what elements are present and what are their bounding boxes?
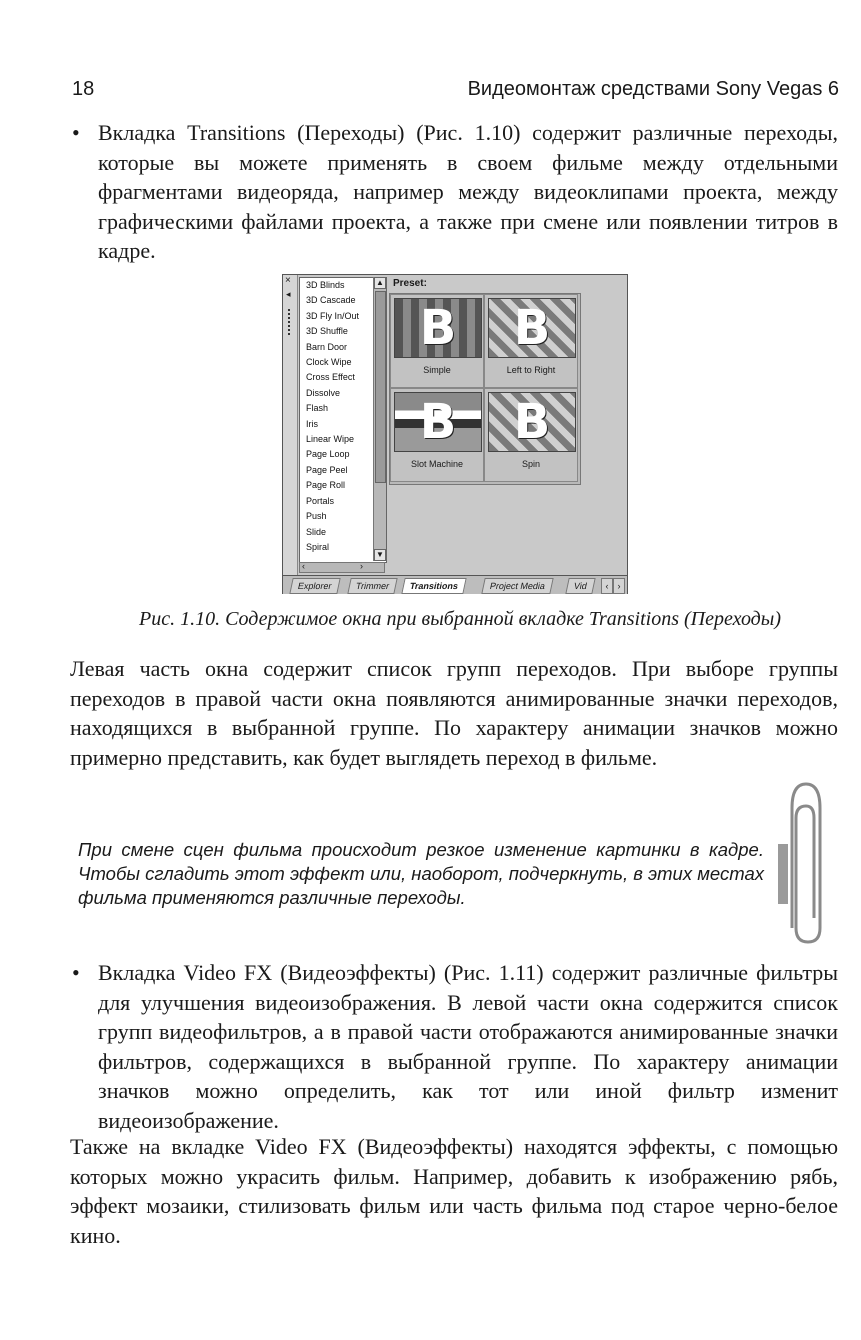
bullet-marker: •: [72, 120, 80, 145]
scroll-right-icon[interactable]: ›: [360, 561, 363, 571]
list-item[interactable]: Spiral: [306, 541, 330, 552]
list-item[interactable]: 3D Fly In/Out: [306, 310, 360, 321]
list-scrollbar[interactable]: [373, 277, 386, 561]
bullet-transitions: [72, 118, 838, 266]
list-item[interactable]: Flash: [306, 403, 329, 414]
paragraph-video-fx-effects: Также на вкладке Video FX (Видеоэффекты) находятся эффекты, с помощью которых можно украсить фильм. Например, добавить к изображению рябь, эффект мозаики, стилизовать фильм или часть фильма под старое черно-белое кино.: [70, 1134, 838, 1248]
bullet-text: Вкладка Transitions (Переходы) (Рис. 1.10) содержит различные переходы, которые вы можете применять в своем фильме между отдельными фрагментами видеоряда, например между видеоклипами проекта, между графическими файлами проекта, а также при смене или появлении титров в кадре.: [98, 120, 838, 264]
bullet-text: Вкладка Video FX (Видеоэффекты) (Рис. 1.11) содержит различные фильтры для улучшения видеоизображения. В левой части окна содержится список групп видеофильтров, а в правой части отображаются анимированные значки фильтров, содержащихся в выбранной группе. По характеру анимации значков можно определить, как тот или иной фильтр изменит видеоизображение.: [98, 960, 838, 1133]
list-item[interactable]: Push: [306, 511, 327, 522]
dock-strip: [283, 275, 298, 575]
note-text: При смене сцен фильма происходит резкое изменение картинки в кадре. Чтобы сгладить этот эффект или, наоборот, подчеркнуть, в этих местах фильма применяются различные переходы.: [78, 839, 764, 908]
preset-letter: B: [513, 300, 551, 356]
bullet-video-fx: [72, 958, 838, 1136]
list-hscrollbar[interactable]: [299, 562, 385, 573]
paperclip-icon: [772, 778, 836, 948]
scroll-left-icon[interactable]: ‹: [302, 561, 305, 571]
tab-project-media[interactable]: Project Media: [481, 578, 553, 594]
list-item[interactable]: 3D Cascade: [306, 295, 356, 306]
close-icon[interactable]: ×: [285, 275, 291, 286]
tab-trimmer[interactable]: Trimmer: [347, 578, 398, 594]
list-item[interactable]: Linear Wipe: [306, 434, 355, 445]
grip-icon[interactable]: [288, 309, 293, 335]
window-tabs: [283, 575, 627, 594]
running-title: Видеомонтаж средствами Sony Vegas 6: [467, 78, 839, 100]
preset-preview: [488, 298, 576, 358]
list-item[interactable]: Page Roll: [306, 480, 346, 491]
preset-caption: Spin: [521, 459, 540, 469]
preset-letter: B: [513, 394, 551, 450]
tab-video-fx[interactable]: Vid: [565, 578, 595, 594]
list-item[interactable]: Slide: [306, 526, 327, 537]
preset-letter: B: [419, 300, 457, 356]
preset-caption: Simple: [423, 365, 451, 375]
list-item[interactable]: Page Loop: [306, 449, 350, 460]
preset-caption: Left to Right: [506, 365, 556, 375]
list-item[interactable]: Portals: [306, 495, 335, 506]
list-item[interactable]: Iris: [306, 418, 318, 429]
tab-explorer[interactable]: Explorer: [289, 578, 340, 594]
preset-thumb[interactable]: [484, 294, 578, 388]
list-item[interactable]: Dissolve: [306, 387, 341, 398]
pin-icon[interactable]: ◂: [286, 289, 291, 299]
preset-thumb[interactable]: [390, 294, 484, 388]
figure-screenshot: [282, 274, 628, 594]
scroll-down-icon[interactable]: ▼: [374, 549, 386, 561]
figure-caption: Рис. 1.10. Содержимое окна при выбранной вкладке Transitions (Переходы): [138, 608, 782, 630]
preset-thumb[interactable]: [390, 388, 484, 482]
preset-letter: B: [419, 394, 457, 450]
list-item[interactable]: Barn Door: [306, 341, 348, 352]
list-item[interactable]: 3D Shuffle: [306, 326, 348, 337]
preset-thumb[interactable]: [484, 388, 578, 482]
preset-grid: [389, 293, 581, 485]
tab-scroll-left-icon[interactable]: ‹: [601, 578, 613, 594]
page-number: 18: [72, 78, 95, 100]
tab-scroll-right-icon[interactable]: ›: [613, 578, 625, 594]
list-item[interactable]: Cross Effect: [306, 372, 355, 383]
paragraph-transitions-description: Левая часть окна содержит список групп переходов. При выборе группы переходов в правой части окна появляются анимированные значки переходов, находящихся в выбранной группе. По характеру анимации значков можно примерно представить, как будет выглядеть переход в фильме.: [70, 656, 838, 770]
list-item[interactable]: Clock Wipe: [306, 357, 352, 368]
list-item[interactable]: Page Peel: [306, 464, 348, 475]
scroll-thumb[interactable]: [375, 291, 386, 483]
bullet-marker: •: [72, 960, 80, 985]
preset-preview: [488, 392, 576, 452]
tab-transitions[interactable]: Transitions: [401, 578, 466, 594]
scroll-up-icon[interactable]: ▲: [374, 277, 386, 289]
list-item[interactable]: 3D Blinds: [306, 280, 345, 290]
preset-label: Preset:: [393, 278, 427, 289]
preset-caption: Slot Machine: [410, 459, 464, 469]
preset-preview: [394, 392, 482, 452]
preset-preview: [394, 298, 482, 358]
